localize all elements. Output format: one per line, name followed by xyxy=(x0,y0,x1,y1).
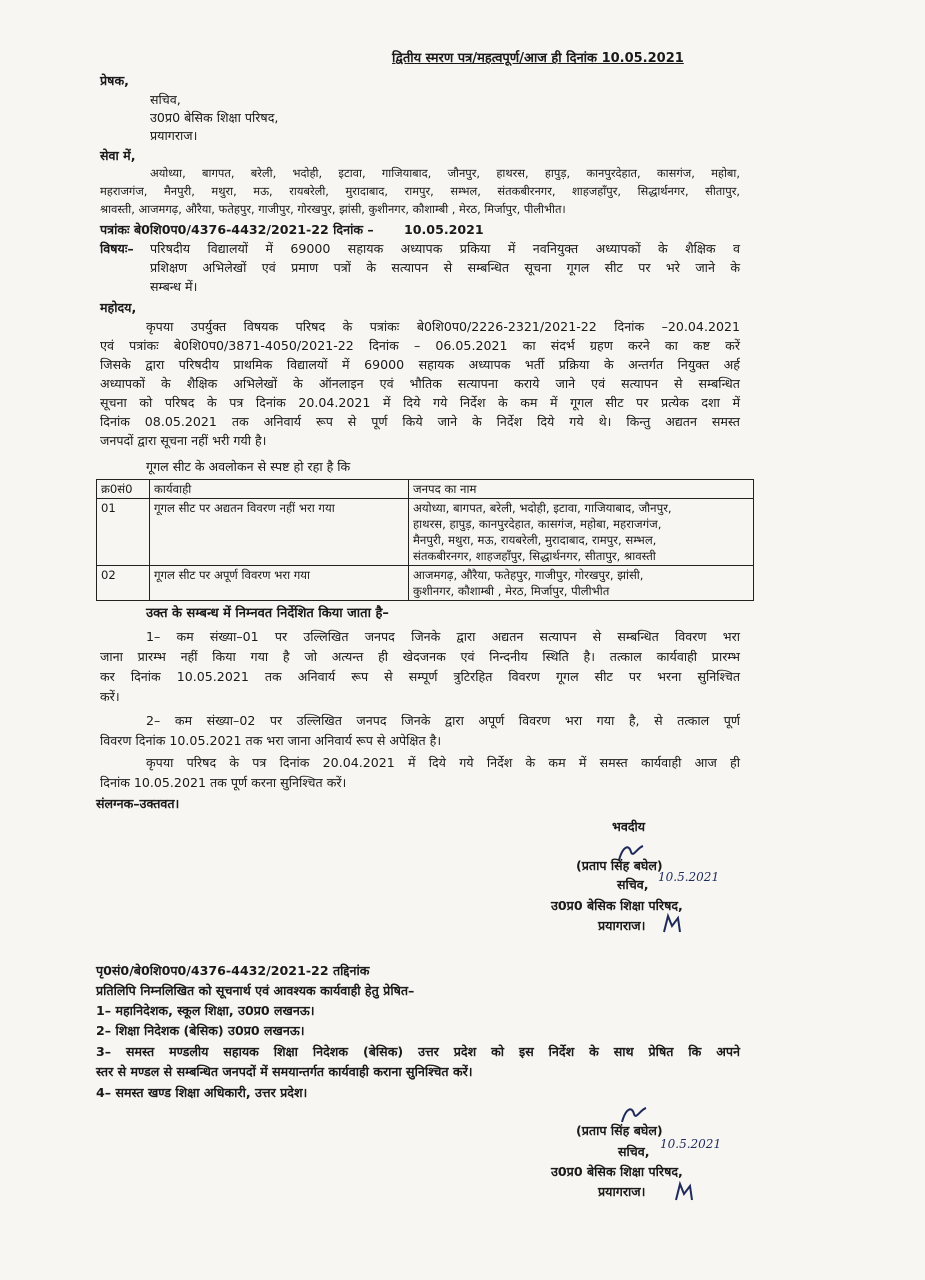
district-line: आजमगढ़, औरैया, फतेहपुर, गाजीपुर, गोरखपुर, झांसी, xyxy=(413,568,644,582)
recipient-line: अयोध्या, बागपत, बरेली, भदोही, इटावा, गाजियाबाद, जौनपुर, हाथरस, हापुड़, कानपुरदेहात, कासगंज, महोबा, xyxy=(150,166,740,180)
district-line: संतकबीरनगर, शाहजहाँपुर, सिद्धार्थनगर, सीतापुर, श्रावस्ती xyxy=(413,549,656,563)
table-row xyxy=(97,499,754,566)
district-line: कुशीनगर, कौशाम्बी , मेरठ, मिर्जापुर, पीलीभीत xyxy=(413,584,610,598)
table-intro: गूगल सीट के अवलोकन से स्पष्ट हो रहा है कि xyxy=(146,459,351,474)
closing: भवदीय xyxy=(612,819,646,834)
directive-heading: उक्त के सम्बन्ध में निम्नवत निर्देशित किया जाता है– xyxy=(146,606,389,621)
row-districts xyxy=(409,566,754,601)
body-line: सूचना को परिषद के पत्र दिनांक 20.04.2021 में दिये गये निर्देश के कम में गूगल सीट पर प्रत्येक दशा में xyxy=(100,395,740,410)
body-line: एवं पत्रांकः बे0शि0प0/3871-4050/2021-22 दिनांक – 06.05.2021 का संदर्भ ग्रहण करने का कष्ट करें xyxy=(100,338,740,353)
sender-office: उ0प्र0 बेसिक शिक्षा परिषद, xyxy=(150,110,279,125)
district-line: हाथरस, हापुड़, कानपुरदेहात, कासगंज, महोबा, महराजगंज, xyxy=(413,517,662,531)
body-line: जनपदों द्वारा सूचना नहीं भरी गयी है। xyxy=(100,433,267,448)
row-districts xyxy=(409,499,754,566)
initials-icon xyxy=(660,912,684,936)
recipient-line: महराजगंज, मैनपुरी, मथुरा, मऊ, रायबरेली, मुरादाबाद, रामपुर, सम्भल, संतकबीरनगर, शाहजहाँपुर, सिद्धार्थनगर, सीतापुर, xyxy=(100,184,740,198)
handwritten-date: 10.5.2021 xyxy=(660,1137,722,1151)
row-action: गूगल सीट पर अपूर्ण विवरण भरा गया xyxy=(150,566,409,601)
letter-date: 10.05.2021 xyxy=(404,222,484,237)
signatory-name: (प्रताप सिंह बघेल) xyxy=(576,858,663,873)
table-header-row xyxy=(97,480,754,499)
recipient-label: सेवा में, xyxy=(100,148,136,163)
body-line: दिनांक 08.05.2021 तक अनिवार्य रूप से पूर्ण किये जाने के निर्देश दिये गये थे। किन्तु अद्यतन समस्त xyxy=(100,414,740,429)
row-serial: 02 xyxy=(97,566,150,601)
sender-city: प्रयागराज। xyxy=(150,128,198,143)
signatory-office: उ0प्र0 बेसिक शिक्षा परिषद, xyxy=(551,898,683,913)
subject-line: सम्बन्ध में। xyxy=(150,279,198,294)
signatory-designation: सचिव, xyxy=(618,1144,650,1159)
sender-label: प्रेषक, xyxy=(100,73,129,88)
letter-reference: पत्रांकः बे0शि0प0/4376-4432/2021-22 दिनांक – xyxy=(100,222,374,237)
directive-3-line: दिनांक 10.05.2021 तक पूर्ण करना सुनिश्चित करें। xyxy=(100,775,347,790)
handwritten-date: 10.5.2021 xyxy=(658,870,720,884)
signatory-city: प्रयागराज। xyxy=(598,1184,646,1199)
row-serial: 01 xyxy=(97,499,150,566)
directive-1-line: करें। xyxy=(100,689,120,704)
body-line: अध्यापकों के शैक्षिक अभिलेखों के ऑनलाइन एवं भौतिक सत्यापना कराये जाने एवं सत्यापन से सम्बन्धित xyxy=(100,376,740,391)
salutation: महोदय, xyxy=(100,300,137,315)
table-header-cell: क्र0सं0 xyxy=(97,480,150,499)
directive-3-line: कृपया परिषद के पत्र दिनांक 20.04.2021 में दिये गये निर्देश के कम में समस्त कार्यवाही आज ही xyxy=(146,755,740,770)
directive-1-line: कर दिनांक 10.05.2021 तक अनिवार्य रूप से सम्पूर्ण त्रुटिरहित विवरण गूगल सीट पर भरना सुनिश्चित xyxy=(100,669,740,684)
directive-2-line: विवरण दिनांक 10.05.2021 तक भरा जाना अनिवार्य रूप से अपेक्षित है। xyxy=(100,733,442,748)
recipient-line: श्रावस्ती, आजमगढ़, औरैया, फतेहपुर, गाजीपुर, गोरखपुर, झांसी, कुशीनगर, कौशाम्बी , मेरठ, मिर्जापुर, पीलीभीत। xyxy=(100,202,566,216)
endorsement-item: 4– समस्त खण्ड शिक्षा अधिकारी, उत्तर प्रदेश। xyxy=(96,1085,308,1100)
signatory-city: प्रयागराज। xyxy=(598,918,646,933)
signatory-designation: सचिव, xyxy=(617,877,649,892)
sender-designation: सचिव, xyxy=(150,92,181,107)
enclosure-note: संलग्नक–उक्तवत। xyxy=(96,796,180,811)
subject-line: परिषदीय विद्यालयों में 69000 सहायक अध्यापक प्रकिया में नवनियुक्त अध्यापकों के शैक्षिक व xyxy=(150,241,740,256)
subject-label: विषयः– xyxy=(100,241,134,256)
district-line: अयोध्या, बागपत, बरेली, भदोही, इटावा, गाजियाबाद, जौनपुर, xyxy=(413,501,672,515)
subject-line: प्रशिक्षण अभिलेखों एवं प्रमाण पत्रों के सत्यापन से सम्बन्धित सूचना गूगल सीट पर भरे जाने के xyxy=(150,260,740,275)
directive-1-line: जाना प्रारम्भ नहीं किया गया है जो अत्यन्त ही खेदजनक एवं निन्दनीय स्थिति है। तत्काल कार्यवाही प्रारम्भ xyxy=(100,649,740,664)
signatory-office: उ0प्र0 बेसिक शिक्षा परिषद, xyxy=(551,1164,683,1179)
body-line: जिसके द्वारा परिषदीय प्राथमिक विद्यालयों में 69000 सहायक अध्यापक भर्ती प्रक्रिया के अन्तर्गत नियुक्त अर्ह xyxy=(100,357,740,372)
directive-2-line: 2– कम संख्या–02 पर उल्लिखित जनपद जिनके द्वारा अपूर्ण विवरण भरा गया है, से तत्काल पूर्ण xyxy=(146,713,740,728)
table-header-cell: कार्यवाही xyxy=(150,480,409,499)
body-line: कृपया उपर्युक्त विषयक परिषद के पत्रांकः बे0शि0प0/2226-2321/2021-22 दिनांक –20.04.2021 xyxy=(146,319,740,334)
directive-1-line: 1– कम संख्या–01 पर उल्लिखित जनपद जिनके द्वारा अद्यतन सत्यापन से सम्बन्धित विवरण भरा xyxy=(146,629,740,644)
table-row xyxy=(97,566,754,601)
endorsement-item: 3– समस्त मण्डलीय सहायक शिक्षा निदेशक (बेसिक) उत्तर प्रदेश को इस निर्देश के साथ प्रेषित कि अपने xyxy=(96,1044,740,1059)
endorsement-item: स्तर से मण्डल से सम्बन्धित जनपदों में समयान्तर्गत कार्यवाही कराना सुनिश्चित करें। xyxy=(96,1064,473,1079)
endorsement-item: 1– महानिदेशक, स्कूल शिक्षा, उ0प्र0 लखनऊ। xyxy=(96,1003,315,1018)
signatory-name: (प्रताप सिंह बघेल) xyxy=(576,1123,663,1138)
endorsement-item: 2– शिक्षा निदेशक (बेसिक) उ0प्र0 लखनऊ। xyxy=(96,1023,305,1038)
endorsement-ref: पृ0सं0/बे0शि0प0/4376-4432/2021-22 तद्दिनांक xyxy=(96,963,370,978)
district-status-table xyxy=(96,479,754,601)
endorsement-intro: प्रतिलिपि निम्नलिखित को सूचनार्थ एवं आवश्यक कार्यवाही हेतु प्रेषित– xyxy=(96,983,415,998)
district-line: मैनपुरी, मथुरा, मऊ, रायबरेली, मुरादाबाद, रामपुर, सम्भल, xyxy=(413,533,657,547)
letter-header-title: द्वितीय स्मरण पत्र/महत्वपूर्ण/आज ही दिनांक 10.05.2021 xyxy=(392,51,684,66)
row-action: गूगल सीट पर अद्यतन विवरण नहीं भरा गया xyxy=(150,499,409,566)
table-header-cell: जनपद का नाम xyxy=(409,480,754,499)
initials-icon xyxy=(672,1180,696,1204)
